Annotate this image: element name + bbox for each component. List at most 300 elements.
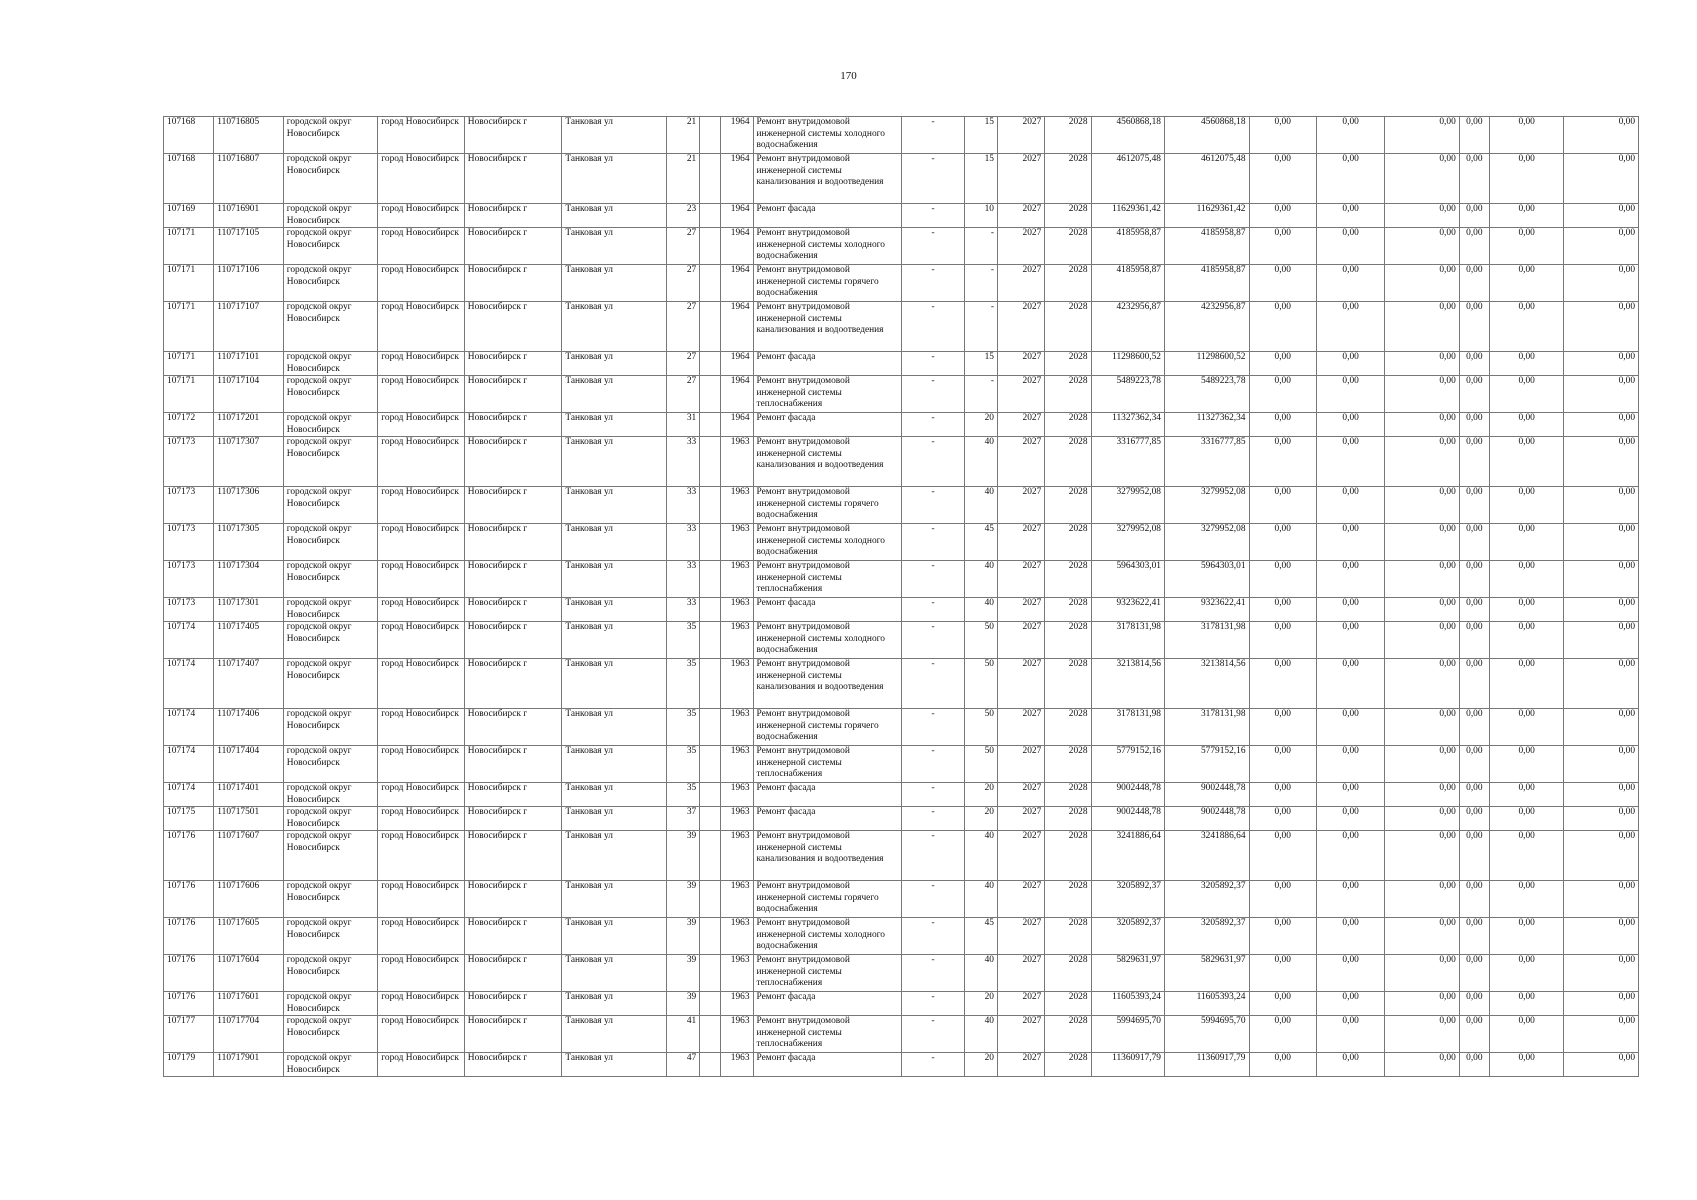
cell-cost-extra-2: 0,00: [1564, 783, 1639, 807]
cell-locality: Новосибирск г: [464, 746, 562, 783]
cell-cost-fund: 3279952,08: [1164, 487, 1249, 524]
cell-plan-year-end: 2028: [1045, 437, 1091, 487]
cell-plan-year-start: 2027: [997, 228, 1044, 265]
cell-cost-fund: 11298600,52: [1164, 352, 1249, 376]
cell-cost-extra-1: 0,00: [1489, 992, 1563, 1016]
cell-plan-year-end: 2028: [1045, 955, 1091, 992]
cell-cost-fund: 3205892,37: [1164, 918, 1249, 955]
cell-cost-extra-2: 0,00: [1564, 659, 1639, 709]
cell-object-id: 107168: [164, 154, 214, 204]
table-row: [164, 376, 1639, 413]
cell-work-id: 110716807: [214, 154, 283, 204]
cell-municipal-district: городской округ Новосибирск: [283, 437, 378, 487]
cell-total-cost: 4560868,18: [1091, 117, 1164, 154]
cell-work-id: 110717607: [214, 831, 283, 881]
cell-building-number: [700, 1053, 721, 1077]
cell-cost-extra-1: 0,00: [1489, 1053, 1563, 1077]
cell-building-number: [700, 413, 721, 437]
cell-plan-year-start: 2027: [997, 352, 1044, 376]
cell-cost-owners: 0,00: [1249, 598, 1316, 622]
cell-street: Танковая ул: [562, 709, 667, 746]
cell-cost-other: 0,00: [1459, 413, 1489, 437]
cell-wear-percent: -: [964, 265, 997, 302]
cell-work-id: 110717201: [214, 413, 283, 437]
cell-total-cost: 5779152,16: [1091, 746, 1164, 783]
cell-total-cost: 11298600,52: [1091, 352, 1164, 376]
cell-house-number: 39: [667, 881, 700, 918]
cell-cost-extra-1: 0,00: [1489, 204, 1563, 228]
cell-cost-extra-2: 0,00: [1564, 228, 1639, 265]
cell-locality: Новосибирск г: [464, 598, 562, 622]
cell-cost-budget-region: 0,00: [1316, 352, 1384, 376]
cell-settlement: город Новосибирск: [378, 228, 465, 265]
cell-object-id: 107171: [164, 265, 214, 302]
cell-wear-percent: 10: [964, 204, 997, 228]
cell-cost-fund: 3178131,98: [1164, 622, 1249, 659]
cell-build-year: 1964: [721, 352, 753, 376]
cell-street: Танковая ул: [562, 598, 667, 622]
cell-object-id: 107174: [164, 783, 214, 807]
cell-plan-year-end: 2028: [1045, 117, 1091, 154]
cell-cost-budget-region: 0,00: [1316, 918, 1384, 955]
cell-settlement: город Новосибирск: [378, 413, 465, 437]
cell-build-year: 1963: [721, 1016, 753, 1053]
cell-cost-fund: 4185958,87: [1164, 228, 1249, 265]
cell-building-number: [700, 622, 721, 659]
cell-street: Танковая ул: [562, 881, 667, 918]
cell-locality: Новосибирск г: [464, 561, 562, 598]
cell-street: Танковая ул: [562, 265, 667, 302]
table-row: [164, 487, 1639, 524]
cell-locality: Новосибирск г: [464, 302, 562, 352]
cell-wear-percent: 40: [964, 881, 997, 918]
cell-work-volume: -: [902, 265, 964, 302]
cell-house-number: 23: [667, 204, 700, 228]
cell-plan-year-start: 2027: [997, 265, 1044, 302]
cell-work-type: Ремонт внутридомовой инженерной системы горячего водоснабжения: [753, 709, 902, 746]
cell-cost-budget-region: 0,00: [1316, 1053, 1384, 1077]
cell-settlement: город Новосибирск: [378, 204, 465, 228]
cell-locality: Новосибирск г: [464, 881, 562, 918]
cell-build-year: 1963: [721, 783, 753, 807]
page-number: 170: [840, 70, 857, 82]
cell-cost-owners: 0,00: [1249, 437, 1316, 487]
cell-wear-percent: 45: [964, 918, 997, 955]
cell-settlement: город Новосибирск: [378, 831, 465, 881]
cell-cost-owners: 0,00: [1249, 228, 1316, 265]
cell-plan-year-end: 2028: [1045, 524, 1091, 561]
cell-cost-extra-2: 0,00: [1564, 352, 1639, 376]
table-row: [164, 918, 1639, 955]
cell-cost-budget-local: 0,00: [1385, 376, 1459, 413]
cell-cost-budget-region: 0,00: [1316, 302, 1384, 352]
cell-cost-other: 0,00: [1459, 1016, 1489, 1053]
cell-wear-percent: 15: [964, 154, 997, 204]
cell-work-volume: -: [902, 376, 964, 413]
cell-build-year: 1964: [721, 302, 753, 352]
table-row: [164, 302, 1639, 352]
cell-cost-other: 0,00: [1459, 598, 1489, 622]
cell-building-number: [700, 154, 721, 204]
cell-settlement: город Новосибирск: [378, 437, 465, 487]
cell-wear-percent: 40: [964, 487, 997, 524]
cell-build-year: 1964: [721, 154, 753, 204]
cell-cost-extra-2: 0,00: [1564, 955, 1639, 992]
cell-work-volume: -: [902, 1053, 964, 1077]
cell-municipal-district: городской округ Новосибирск: [283, 659, 378, 709]
cell-work-volume: -: [902, 302, 964, 352]
cell-work-type: Ремонт фасада: [753, 413, 902, 437]
cell-street: Танковая ул: [562, 487, 667, 524]
cell-street: Танковая ул: [562, 1016, 667, 1053]
cell-object-id: 107173: [164, 561, 214, 598]
cell-municipal-district: городской округ Новосибирск: [283, 831, 378, 881]
cell-work-type: Ремонт внутридомовой инженерной системы канализования и водоотведения: [753, 831, 902, 881]
cell-cost-budget-region: 0,00: [1316, 204, 1384, 228]
cell-cost-extra-1: 0,00: [1489, 302, 1563, 352]
cell-plan-year-end: 2028: [1045, 783, 1091, 807]
cell-wear-percent: 50: [964, 709, 997, 746]
cell-work-id: 110717304: [214, 561, 283, 598]
cell-cost-budget-local: 0,00: [1385, 437, 1459, 487]
cell-locality: Новосибирск г: [464, 1016, 562, 1053]
table-row: [164, 709, 1639, 746]
cell-object-id: 107172: [164, 413, 214, 437]
cell-cost-extra-1: 0,00: [1489, 154, 1563, 204]
cell-total-cost: 3205892,37: [1091, 918, 1164, 955]
cell-cost-budget-local: 0,00: [1385, 807, 1459, 831]
cell-cost-budget-local: 0,00: [1385, 659, 1459, 709]
cell-cost-budget-region: 0,00: [1316, 807, 1384, 831]
cell-work-volume: -: [902, 117, 964, 154]
cell-build-year: 1964: [721, 413, 753, 437]
cell-building-number: [700, 561, 721, 598]
cell-work-type: Ремонт фасада: [753, 992, 902, 1016]
cell-municipal-district: городской округ Новосибирск: [283, 992, 378, 1016]
cell-work-id: 110717307: [214, 437, 283, 487]
cell-locality: Новосибирск г: [464, 228, 562, 265]
cell-cost-fund: 4612075,48: [1164, 154, 1249, 204]
cell-cost-budget-local: 0,00: [1385, 265, 1459, 302]
cell-locality: Новосибирск г: [464, 437, 562, 487]
cell-work-volume: -: [902, 598, 964, 622]
cell-municipal-district: городской округ Новосибирск: [283, 709, 378, 746]
cell-work-id: 110717101: [214, 352, 283, 376]
cell-cost-extra-1: 0,00: [1489, 437, 1563, 487]
cell-cost-budget-region: 0,00: [1316, 622, 1384, 659]
cell-cost-extra-1: 0,00: [1489, 955, 1563, 992]
cell-total-cost: 3213814,56: [1091, 659, 1164, 709]
cell-building-number: [700, 746, 721, 783]
cell-object-id: 107174: [164, 709, 214, 746]
cell-locality: Новосибирск г: [464, 487, 562, 524]
cell-cost-other: 0,00: [1459, 437, 1489, 487]
cell-wear-percent: 40: [964, 598, 997, 622]
cell-work-volume: -: [902, 1016, 964, 1053]
cell-municipal-district: городской округ Новосибирск: [283, 413, 378, 437]
cell-house-number: 39: [667, 992, 700, 1016]
cell-total-cost: 11629361,42: [1091, 204, 1164, 228]
cell-wear-percent: 20: [964, 992, 997, 1016]
cell-cost-extra-1: 0,00: [1489, 117, 1563, 154]
cell-work-volume: -: [902, 622, 964, 659]
cell-total-cost: 5489223,78: [1091, 376, 1164, 413]
cell-plan-year-start: 2027: [997, 622, 1044, 659]
cell-street: Танковая ул: [562, 831, 667, 881]
cell-build-year: 1963: [721, 1053, 753, 1077]
cell-locality: Новосибирск г: [464, 918, 562, 955]
cell-cost-extra-1: 0,00: [1489, 783, 1563, 807]
cell-object-id: 107169: [164, 204, 214, 228]
cell-cost-owners: 0,00: [1249, 413, 1316, 437]
cell-object-id: 107168: [164, 117, 214, 154]
cell-work-id: 110717406: [214, 709, 283, 746]
cell-cost-owners: 0,00: [1249, 117, 1316, 154]
cell-plan-year-end: 2028: [1045, 204, 1091, 228]
table-row: [164, 598, 1639, 622]
cell-cost-fund: 3178131,98: [1164, 709, 1249, 746]
cell-total-cost: 5829631,97: [1091, 955, 1164, 992]
cell-cost-owners: 0,00: [1249, 746, 1316, 783]
cell-total-cost: 3279952,08: [1091, 524, 1164, 561]
cell-work-id: 110717107: [214, 302, 283, 352]
cell-work-id: 110717401: [214, 783, 283, 807]
cell-cost-budget-local: 0,00: [1385, 992, 1459, 1016]
cell-cost-extra-1: 0,00: [1489, 807, 1563, 831]
cell-settlement: город Новосибирск: [378, 955, 465, 992]
cell-cost-fund: 5829631,97: [1164, 955, 1249, 992]
cell-build-year: 1963: [721, 487, 753, 524]
cell-municipal-district: городской округ Новосибирск: [283, 561, 378, 598]
cell-cost-fund: 4560868,18: [1164, 117, 1249, 154]
cell-municipal-district: городской округ Новосибирск: [283, 955, 378, 992]
cell-cost-extra-2: 0,00: [1564, 524, 1639, 561]
cell-wear-percent: -: [964, 228, 997, 265]
cell-cost-other: 0,00: [1459, 831, 1489, 881]
cell-build-year: 1964: [721, 204, 753, 228]
cell-building-number: [700, 437, 721, 487]
cell-house-number: 27: [667, 352, 700, 376]
cell-cost-budget-local: 0,00: [1385, 918, 1459, 955]
cell-total-cost: 4612075,48: [1091, 154, 1164, 204]
cell-work-id: 110717501: [214, 807, 283, 831]
cell-cost-budget-local: 0,00: [1385, 302, 1459, 352]
cell-plan-year-end: 2028: [1045, 487, 1091, 524]
cell-work-volume: -: [902, 783, 964, 807]
cell-wear-percent: 20: [964, 1053, 997, 1077]
cell-cost-extra-2: 0,00: [1564, 376, 1639, 413]
cell-cost-owners: 0,00: [1249, 881, 1316, 918]
cell-build-year: 1963: [721, 561, 753, 598]
cell-wear-percent: 45: [964, 524, 997, 561]
cell-cost-fund: 3316777,85: [1164, 437, 1249, 487]
cell-cost-extra-1: 0,00: [1489, 352, 1563, 376]
cell-object-id: 107177: [164, 1016, 214, 1053]
cell-cost-budget-region: 0,00: [1316, 709, 1384, 746]
cell-cost-other: 0,00: [1459, 302, 1489, 352]
cell-street: Танковая ул: [562, 746, 667, 783]
cell-plan-year-start: 2027: [997, 659, 1044, 709]
cell-build-year: 1963: [721, 622, 753, 659]
cell-plan-year-end: 2028: [1045, 154, 1091, 204]
cell-cost-budget-local: 0,00: [1385, 881, 1459, 918]
cell-cost-extra-1: 0,00: [1489, 598, 1563, 622]
cell-municipal-district: городской округ Новосибирск: [283, 302, 378, 352]
cell-street: Танковая ул: [562, 376, 667, 413]
cell-plan-year-start: 2027: [997, 992, 1044, 1016]
cell-object-id: 107171: [164, 228, 214, 265]
cell-wear-percent: 15: [964, 117, 997, 154]
cell-plan-year-start: 2027: [997, 598, 1044, 622]
cell-plan-year-start: 2027: [997, 918, 1044, 955]
cell-cost-extra-2: 0,00: [1564, 1016, 1639, 1053]
cell-municipal-district: городской округ Новосибирск: [283, 598, 378, 622]
cell-locality: Новосибирск г: [464, 204, 562, 228]
cell-settlement: город Новосибирск: [378, 783, 465, 807]
cell-cost-budget-local: 0,00: [1385, 228, 1459, 265]
cell-building-number: [700, 783, 721, 807]
cell-house-number: 33: [667, 598, 700, 622]
cell-plan-year-start: 2027: [997, 1053, 1044, 1077]
cell-cost-budget-local: 0,00: [1385, 487, 1459, 524]
cell-locality: Новосибирск г: [464, 1053, 562, 1077]
cell-cost-extra-2: 0,00: [1564, 487, 1639, 524]
cell-cost-extra-1: 0,00: [1489, 376, 1563, 413]
cell-settlement: город Новосибирск: [378, 746, 465, 783]
cell-cost-other: 0,00: [1459, 352, 1489, 376]
cell-plan-year-start: 2027: [997, 783, 1044, 807]
cell-cost-other: 0,00: [1459, 783, 1489, 807]
cell-locality: Новосибирск г: [464, 376, 562, 413]
cell-cost-extra-2: 0,00: [1564, 746, 1639, 783]
cell-locality: Новосибирск г: [464, 413, 562, 437]
cell-wear-percent: 20: [964, 783, 997, 807]
cell-cost-extra-2: 0,00: [1564, 1053, 1639, 1077]
cell-work-volume: -: [902, 807, 964, 831]
cell-work-volume: -: [902, 204, 964, 228]
cell-object-id: 107176: [164, 918, 214, 955]
cell-cost-other: 0,00: [1459, 746, 1489, 783]
cell-build-year: 1963: [721, 746, 753, 783]
cell-cost-owners: 0,00: [1249, 1016, 1316, 1053]
cell-plan-year-start: 2027: [997, 437, 1044, 487]
cell-cost-other: 0,00: [1459, 228, 1489, 265]
cell-street: Танковая ул: [562, 955, 667, 992]
cell-work-type: Ремонт внутридомовой инженерной системы холодного водоснабжения: [753, 117, 902, 154]
cell-build-year: 1963: [721, 992, 753, 1016]
cell-house-number: 35: [667, 746, 700, 783]
cell-work-type: Ремонт внутридомовой инженерной системы канализования и водоотведения: [753, 437, 902, 487]
cell-object-id: 107176: [164, 955, 214, 992]
cell-cost-other: 0,00: [1459, 204, 1489, 228]
cell-cost-extra-2: 0,00: [1564, 437, 1639, 487]
cell-cost-extra-2: 0,00: [1564, 302, 1639, 352]
cell-house-number: 39: [667, 918, 700, 955]
cell-settlement: город Новосибирск: [378, 598, 465, 622]
cell-cost-extra-1: 0,00: [1489, 918, 1563, 955]
cell-street: Танковая ул: [562, 807, 667, 831]
cell-cost-other: 0,00: [1459, 154, 1489, 204]
table-row: [164, 524, 1639, 561]
cell-wear-percent: -: [964, 302, 997, 352]
cell-plan-year-end: 2028: [1045, 831, 1091, 881]
cell-cost-other: 0,00: [1459, 487, 1489, 524]
cell-work-volume: -: [902, 487, 964, 524]
cell-object-id: 107176: [164, 881, 214, 918]
cell-settlement: город Новосибирск: [378, 622, 465, 659]
cell-plan-year-end: 2028: [1045, 265, 1091, 302]
cell-locality: Новосибирск г: [464, 622, 562, 659]
cell-settlement: город Новосибирск: [378, 524, 465, 561]
cell-cost-other: 0,00: [1459, 807, 1489, 831]
table-row: [164, 352, 1639, 376]
cell-wear-percent: 20: [964, 807, 997, 831]
cell-building-number: [700, 376, 721, 413]
cell-cost-budget-local: 0,00: [1385, 413, 1459, 437]
cell-street: Танковая ул: [562, 561, 667, 598]
cell-wear-percent: 40: [964, 561, 997, 598]
cell-street: Танковая ул: [562, 117, 667, 154]
cell-cost-budget-region: 0,00: [1316, 1016, 1384, 1053]
table-row: [164, 561, 1639, 598]
cell-wear-percent: -: [964, 376, 997, 413]
cell-cost-fund: 9323622,41: [1164, 598, 1249, 622]
cell-cost-owners: 0,00: [1249, 955, 1316, 992]
table-row: [164, 437, 1639, 487]
cell-plan-year-start: 2027: [997, 413, 1044, 437]
cell-cost-extra-2: 0,00: [1564, 117, 1639, 154]
cell-plan-year-start: 2027: [997, 746, 1044, 783]
cell-street: Танковая ул: [562, 1053, 667, 1077]
cell-work-volume: -: [902, 746, 964, 783]
cell-cost-other: 0,00: [1459, 881, 1489, 918]
cell-work-type: Ремонт внутридомовой инженерной системы теплоснабжения: [753, 955, 902, 992]
cell-municipal-district: городской округ Новосибирск: [283, 154, 378, 204]
cell-house-number: 33: [667, 561, 700, 598]
cell-plan-year-end: 2028: [1045, 746, 1091, 783]
table-row: [164, 831, 1639, 881]
cell-work-id: 110717305: [214, 524, 283, 561]
table-row: [164, 783, 1639, 807]
cell-settlement: город Новосибирск: [378, 487, 465, 524]
table-row: [164, 204, 1639, 228]
cell-object-id: 107171: [164, 376, 214, 413]
cell-municipal-district: городской округ Новосибирск: [283, 487, 378, 524]
cell-plan-year-end: 2028: [1045, 992, 1091, 1016]
cell-work-volume: -: [902, 659, 964, 709]
cell-total-cost: 5994695,70: [1091, 1016, 1164, 1053]
cell-plan-year-start: 2027: [997, 709, 1044, 746]
cell-house-number: 41: [667, 1016, 700, 1053]
table-row: [164, 622, 1639, 659]
cell-cost-budget-region: 0,00: [1316, 117, 1384, 154]
cell-work-id: 110717404: [214, 746, 283, 783]
cell-cost-extra-2: 0,00: [1564, 807, 1639, 831]
cell-plan-year-end: 2028: [1045, 376, 1091, 413]
cell-work-id: 110717606: [214, 881, 283, 918]
cell-building-number: [700, 709, 721, 746]
cell-object-id: 107179: [164, 1053, 214, 1077]
cell-settlement: город Новосибирск: [378, 1053, 465, 1077]
cell-cost-budget-region: 0,00: [1316, 746, 1384, 783]
cell-cost-other: 0,00: [1459, 918, 1489, 955]
cell-cost-budget-local: 0,00: [1385, 1016, 1459, 1053]
cell-object-id: 107175: [164, 807, 214, 831]
cell-cost-extra-1: 0,00: [1489, 228, 1563, 265]
cell-cost-budget-region: 0,00: [1316, 524, 1384, 561]
cell-house-number: 33: [667, 524, 700, 561]
cell-municipal-district: городской округ Новосибирск: [283, 265, 378, 302]
